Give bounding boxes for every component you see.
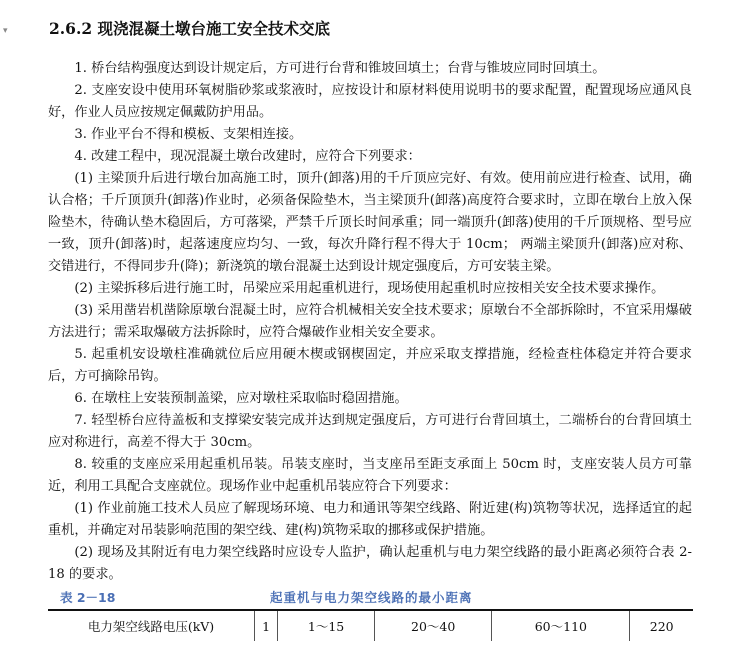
table-cell: 1～15: [278, 611, 375, 641]
paragraph: (1) 作业前施工技术人员应了解现场环境、电力和通讯等架空线路、附近建(构)筑物等状况，选择适宜的起重机，并确定对吊装影响范围的架空线、建(构)筑物采取的挪移或保护措施。: [48, 501, 692, 538]
paragraph: 2. 支座安设中使用环氧树脂砂浆或浆液时，应按设计和原材料使用说明书的要求配置，配置现场应通风良好，作业人员应按规定佩戴防护用品。: [48, 83, 692, 120]
table-caption: [60, 588, 690, 606]
table-number: 表 2－18: [60, 590, 116, 605]
paragraph: 3. 作业平台不得和模板、支架相连接。: [74, 127, 303, 142]
tab-marker-icon: ▾: [3, 26, 8, 36]
table-cell: 60～110: [492, 611, 630, 641]
section-body: [48, 58, 692, 586]
table-title: 起重机与电力架空线路的最小距离: [270, 590, 473, 605]
table-cell: 20～40: [374, 611, 491, 641]
table-cell-voltage-label: 电力架空线路电压(kV): [87, 619, 215, 634]
paragraph: 6. 在墩柱上安装预制盖梁，应对墩柱采取临时稳固措施。: [74, 391, 408, 406]
paragraph: 7. 轻型桥台应待盖板和支撑梁安装完成并达到规定强度后，方可进行台背回填土，二端桥台的台背回填土应对称进行，高差不得大于 30cm。: [48, 413, 692, 450]
table-row: [48, 611, 693, 641]
paragraph: 8. 较重的支座应采用起重机吊装。吊装支座时，当支座吊至距支承面上 50cm 时，支座安装人员方可靠近，利用工具配合支座就位。现场作业中起重机吊装应符合下列要求：: [48, 457, 692, 494]
table-cell: 220: [630, 611, 693, 641]
section-heading: 2.6.2 现浇混凝土墩台施工安全技术交底: [49, 19, 331, 38]
paragraph: 5. 起重机安设墩柱准确就位后应用硬木楔或钢楔固定，并应采取支撑措施，经检查柱体稳定并符合要求后，方可摘除吊钩。: [48, 347, 692, 384]
paragraph: (2) 现场及其附近有电力架空线路时应设专人监护，确认起重机与电力架空线路的最小距离必须符合表 2-18 的要求。: [48, 545, 692, 582]
paragraph: (2) 主梁拆移后进行施工时，吊梁应采用起重机进行，现场使用起重机时应按相关安全技术要求操作。: [74, 281, 665, 296]
table-cell: 1: [255, 611, 278, 641]
paragraph: (3) 采用凿岩机凿除原墩台混凝土时，应符合机械相关安全技术要求；原墩台不全部拆除时，不宜采用爆破方法进行；需采取爆破方法拆除时，应符合爆破作业相关安全要求。: [48, 303, 692, 340]
paragraph: (1) 主梁顶升后进行墩台加高施工时，顶升(卸落)用的千斤顶应完好、有效。使用前应进行检查、试用，确认合格；千斤顶顶升(卸落)作业时，必须备保险垫木，当主梁顶升(卸落)高度符合要求时，立即在墩台上放入保险垫木，待确认垫木稳固后，方可落梁，严禁千斤顶长时间承重；同一端顶升(卸落)使用的千斤顶规格、型号应一致，顶升(卸落)时，起落速度应均匀、一致，每次升降行程不得大于 10cm； 两端主梁顶升(卸落)应对称、交错进行，不得同步升(降)；新浇筑的墩台混凝土达到设计规定强度后，方可安装主梁。: [48, 171, 692, 274]
distance-table: [48, 611, 693, 641]
paragraph: 1. 桥台结构强度达到设计规定后，方可进行台背和锥坡回填土；台背与锥坡应同时回填土。: [74, 61, 606, 76]
paragraph: 4. 改建工程中，现况混凝土墩台改建时，应符合下列要求：: [74, 149, 421, 164]
